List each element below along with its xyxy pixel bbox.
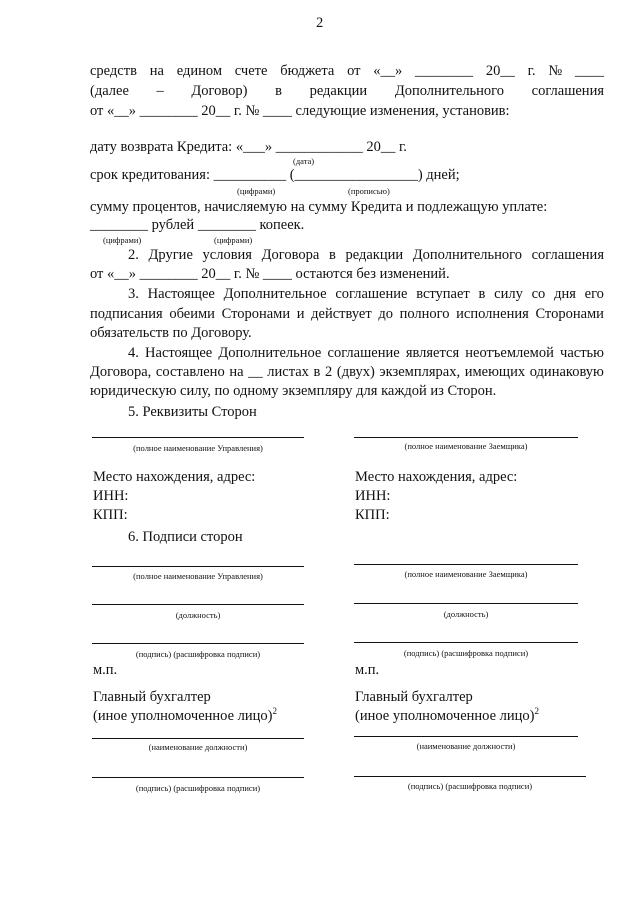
right-position-line: [354, 603, 578, 604]
interest-line1: сумму процентов, начисляемую на сумму Кредита и подлежащую уплате:: [90, 199, 548, 215]
para1-line1: средств на едином счете бюджета от «__» ________ 20__ г. № ____: [90, 63, 604, 79]
left-chief-accountant: Главный бухгалтер: [93, 689, 211, 705]
item2-line2: от «__» ________ 20__ г. № ____ остаются без изменений.: [90, 266, 450, 282]
para1-line3: от «__» ________ 20__ г. № ____ следующие изменения, установив:: [90, 103, 510, 119]
right-final-signature-line: [354, 776, 586, 777]
left-job-title-caption: (наименование должности): [148, 742, 248, 752]
right-signature-caption: (подпись) (расшифровка подписи): [403, 648, 529, 658]
para1-line2: (далее – Договор) в редакции Дополнительного соглашения: [90, 83, 604, 99]
left-stamp: м.п.: [93, 662, 118, 678]
left-address-label: Место нахождения, адрес:: [93, 469, 256, 485]
left-final-signature-caption: (подпись) (расшифровка подписи): [135, 783, 261, 793]
right-inn-label: ИНН:: [355, 488, 391, 504]
left-position-line: [92, 604, 304, 605]
left-name-caption: (полное наименование Управления): [133, 443, 263, 453]
return-date-caption: (дата): [293, 156, 315, 166]
item3-line1: 3. Настоящее Дополнительное соглашение вступает в силу со дня его: [128, 286, 604, 302]
right-address-label: Место нахождения, адрес:: [355, 469, 518, 485]
item4-line3: юридическую силу, по одному экземпляру для каждой из Сторон.: [90, 383, 497, 399]
right-sign-name-line: [354, 564, 578, 565]
right-signature-line: [354, 642, 578, 643]
item2-line1: 2. Другие условия Договора в редакции Дополнительного соглашения: [128, 247, 604, 263]
section5-heading: 5. Реквизиты Сторон: [128, 404, 257, 420]
left-inn-label: ИНН:: [93, 488, 129, 504]
left-final-signature-line: [92, 777, 304, 778]
right-job-title-caption: (наименование должности): [416, 741, 516, 751]
term-words-caption: (прописью): [348, 186, 390, 196]
left-signature-caption: (подпись) (расшифровка подписи): [135, 649, 261, 659]
right-stamp: м.п.: [355, 662, 380, 678]
left-sign-name-line: [92, 566, 304, 567]
return-date: дату возврата Кредита: «___» ____________ 20__ г.: [90, 139, 407, 155]
item3-line2: подписания обеими Сторонами и действует до полного исполнения Сторонами: [90, 306, 604, 322]
right-name-line: [354, 437, 578, 438]
left-signature-line: [92, 643, 304, 644]
left-authorized-person: (иное уполномоченное лицо)$^2$: [93, 706, 277, 724]
interest-caption-rubles: (цифрами): [103, 235, 142, 245]
right-sign-name-caption: (полное наименование Заемщика): [404, 569, 528, 579]
left-name-line: [92, 437, 304, 438]
item4-line2: Договора, составлено на __ листах в 2 (двух) экземплярах, имеющих одинаковую: [90, 364, 604, 380]
right-position-caption: (должность): [443, 609, 489, 619]
footnote-mark: 2: [272, 706, 277, 717]
left-kpp-label: КПП:: [93, 507, 128, 523]
section6-heading: 6. Подписи сторон: [128, 529, 243, 545]
right-kpp-label: КПП:: [355, 507, 390, 523]
footnote-mark: 2: [534, 706, 539, 717]
left-job-title-line: [92, 738, 304, 739]
right-name-caption: (полное наименование Заемщика): [404, 441, 528, 451]
page-number: 2: [316, 15, 324, 31]
item3-line3: обязательств по Договору.: [90, 325, 252, 341]
right-authorized-person: (иное уполномоченное лицо)$^2$: [355, 706, 539, 724]
right-chief-accountant: Главный бухгалтер: [355, 689, 473, 705]
interest-line2: ________ рублей ________ копеек.: [90, 217, 305, 233]
item4-line1: 4. Настоящее Дополнительное соглашение является неотъемлемой частью: [128, 345, 604, 361]
interest-caption-kopecks: (цифрами): [214, 235, 253, 245]
left-position-caption: (должность): [175, 610, 221, 620]
loan-term: срок кредитования: __________ (_________________) дней;: [90, 167, 460, 183]
left-sign-name-caption: (полное наименование Управления): [133, 571, 263, 581]
right-final-signature-caption: (подпись) (расшифровка подписи): [407, 781, 533, 791]
term-digits-caption: (цифрами): [237, 186, 276, 196]
right-job-title-line: [354, 736, 578, 737]
